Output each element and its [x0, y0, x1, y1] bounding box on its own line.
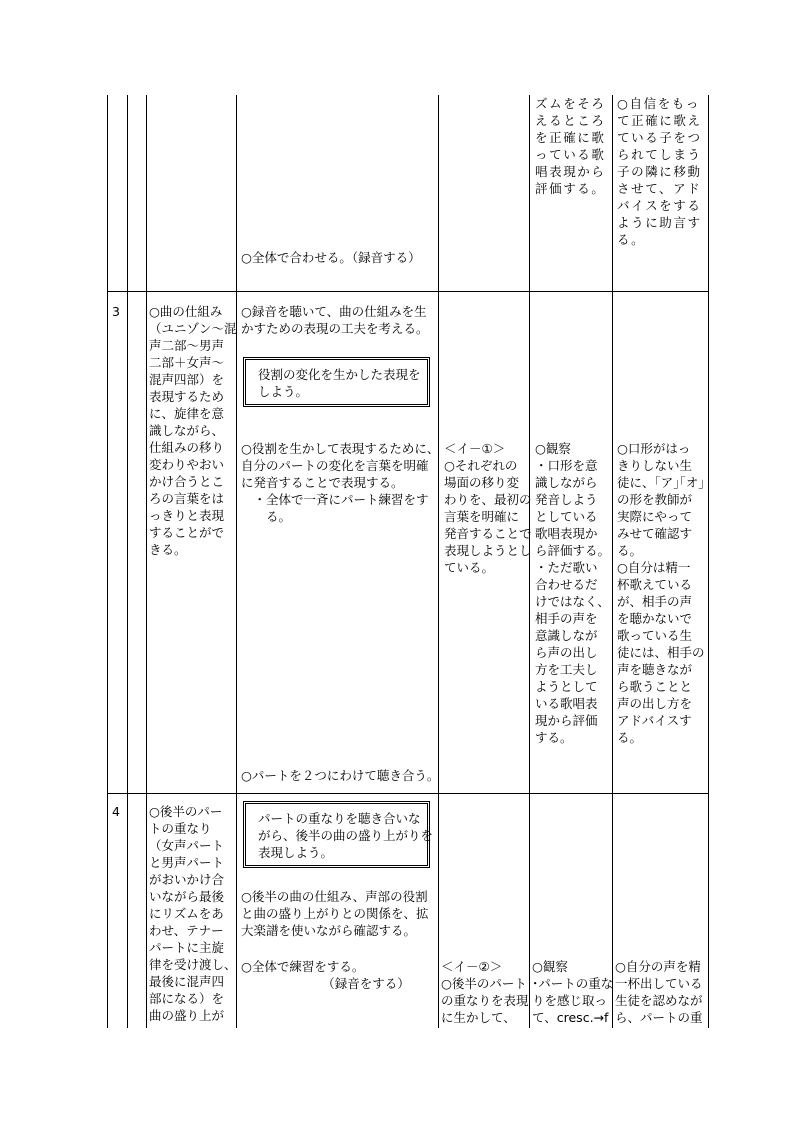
activity-text: ○全体で合わせる。（録音する） [241, 250, 421, 265]
objective-text: ○後半のパー トの重なり （女声パート と男声パート がおいかけ合 いながら最後 にリズムをあ わせ、テナー パートに主旋 律を受け渡し、 最後に混声四 部になる）を 曲の盛り上が [149, 804, 237, 1023]
activity-text: ○録音を聴いて、曲の仕組みを生 かすための表現の工夫を考える。 [241, 304, 429, 336]
support-text: ○自信をもっ て正確に歌え ている子をつ られてしまう 子の隣に移動 させて、アド バイスをする ように助言す る。 [617, 96, 702, 247]
activity-text: ○後半の曲の仕組み、声部の役割 と曲の盛り上がりとの関係を、拡 大楽譜を使いながら確認する。 [241, 889, 429, 938]
criteria-text: ＜イ－②＞ ○後半のパート の重なりを表現 に生かして、 [441, 959, 529, 1025]
row-divider [107, 291, 709, 292]
criteria-text: ＜イ－①＞ ○それぞれの 場面の移り変 わりを、最初の 言葉を明確に 発音することで 表現しようとし ている。 [444, 441, 532, 575]
row-divider [107, 793, 709, 794]
lesson-goal-box: パートの重なりを聴き合いな がら、後半の曲の盛り上がりを 表現しよう。 [243, 801, 430, 868]
table-divider [612, 95, 613, 1028]
table-divider [438, 95, 439, 1028]
activity-text: ○パートを２つにわけて聴き合う。 [241, 768, 440, 783]
table-border-left [107, 95, 108, 1028]
row-number: 4 [112, 804, 120, 819]
method-text: ○観察 ･パートの重な りを感じ取っ て、cresc.→f [532, 959, 614, 1025]
method-text: ズムをそろ えるところ を正確に歌 っている歌 唱表現から 評価する。 [535, 96, 606, 196]
row-number: 3 [112, 304, 120, 319]
lesson-goal-box: 役割の変化を生かした表現を しよう。 [243, 357, 430, 407]
support-text: ○自分の声を精 一杯出している 生徒を認めなが ら、パートの重 [615, 959, 703, 1025]
table-border-right [708, 95, 709, 1028]
activity-text: ○役割を生かして表現するために、 自分のパートの変化を言葉を明確 に発音することで表現する。 ・全体で一斉にパート練習をす る。 [241, 441, 440, 524]
objective-text: ○曲の仕組み （ユニゾン～混 声二部～男声 二部＋女声～ 混声四部）を 表現するため に、旋律を意 識しながら、 仕組みの移り 変わりやおい かけ合うとこ ろの言葉をは っきりと表現 することがで きる。 [149, 304, 237, 557]
method-text: ○観察 ・口形を意 識しながら 発音しよう としている 歌唱表現か ら評価する。 ・ただ歌い 合わせるだ けではなく、 相手の声を 意識しなが ら声の出し 方を工夫し ようとして いる歌唱表 現から評価 する。 [535, 441, 611, 745]
table-divider [146, 95, 147, 1028]
support-text: ○口形がはっ きりしない生 徒に、｢ア｣｢オ｣ の形を教師が 実際にやって みせて確認す る。 ○自分は精一 杯歌えている が、相手の声 を聴かないで 歌っている生 徒には、相手の 声を聴きなが ら歌うことと 声の出し方を アドバイスす る。 [617, 441, 705, 745]
activity-text: ○全体で練習をする。 （録音をする） [241, 959, 410, 991]
table-divider [127, 95, 128, 1028]
